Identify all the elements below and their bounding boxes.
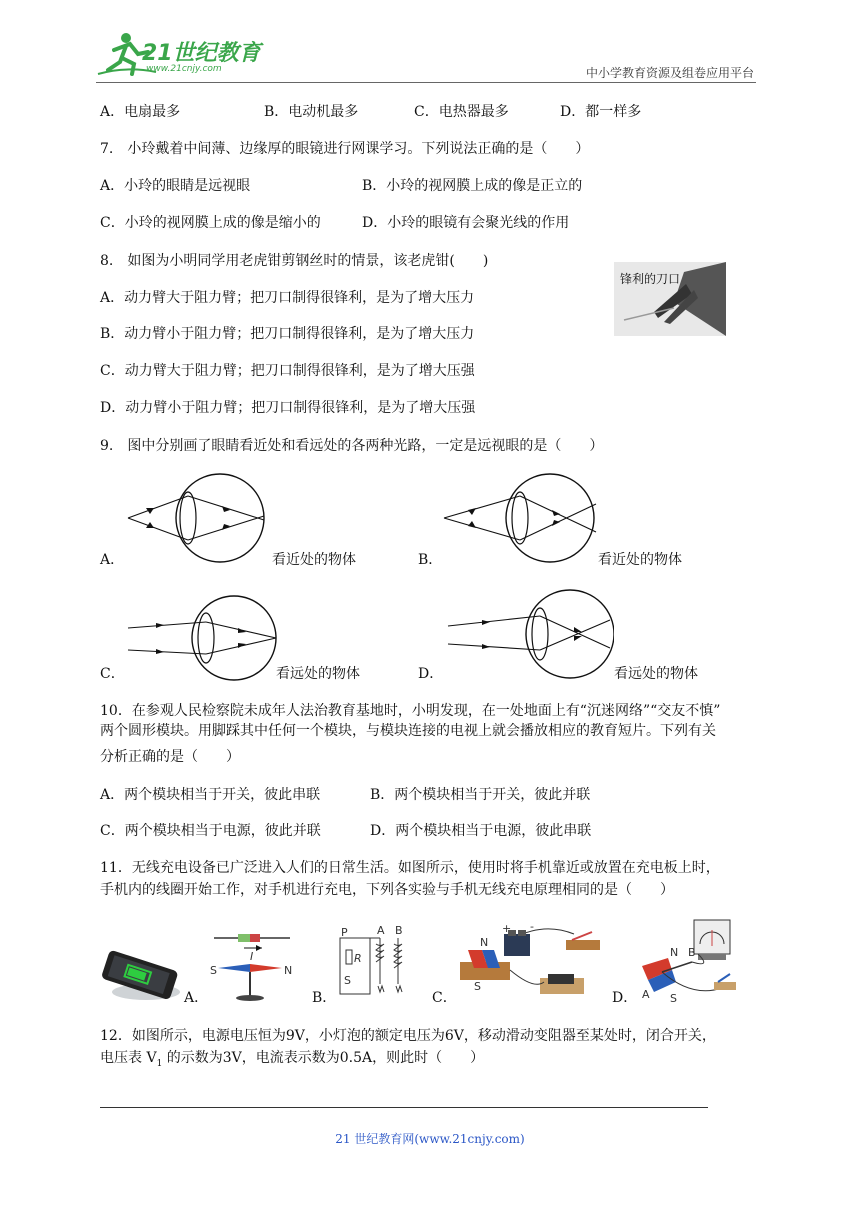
q9-option-d-caption: 看远处的物体 xyxy=(614,666,698,682)
q9-stem: 9. 图中分别画了眼睛看近处和看远处的各两种光路，一定是远视眼的是（ ） xyxy=(100,438,604,454)
q11-option-c-letter: C． xyxy=(432,990,457,1006)
current-label: I xyxy=(250,950,254,963)
battery-plus-label: + xyxy=(502,922,512,935)
q10-line-1: 10．在参观人民检察院未成年人法治教育基地时，小明发现，在一处地面上有“沉迷网络”“交友不慎” xyxy=(100,703,721,719)
q7-option-d: D．小玲的眼镜有会聚光线的作用 xyxy=(362,215,570,231)
q10-option-d: D．两个模块相当于电源，彼此串联 xyxy=(370,823,592,839)
wire-a-label: A xyxy=(642,988,650,1001)
motor-south-label: S xyxy=(474,980,481,993)
pliers-label: 锋利的刀口 xyxy=(620,272,681,286)
q11-line-1: 11．无线充电设备已广泛进入人们的日常生活。如图所示，使用时将手机靠近或放置在充电板上时， xyxy=(100,860,720,876)
q9-option-b-caption: 看近处的物体 xyxy=(598,552,682,568)
q6-option-d: D．都一样多 xyxy=(560,104,642,120)
q8-option-d: D．动力臂小于阻力臂；把刀口制得很锋利，是为了增大压强 xyxy=(100,400,476,416)
q7-option-b: B．小玲的视网膜上成的像是正立的 xyxy=(362,178,583,194)
oersted-experiment-image xyxy=(204,924,300,1004)
q8-option-a: A．动力臂大于阻力臂；把刀口制得很锋利，是为了增大压力 xyxy=(100,290,475,306)
q11-line-2: 手机内的线圈开始工作，对手机进行充电，下列各实验与手机无线充电原理相同的是（ ） xyxy=(100,882,674,898)
q6-option-a: A．电扇最多 xyxy=(100,104,181,120)
site-logo xyxy=(96,30,266,80)
q10-line-3: 分析正确的是（ ） xyxy=(100,749,240,765)
north-pole-label: N xyxy=(284,964,293,977)
induction-north-label: N xyxy=(670,946,679,959)
induction-south-label: S xyxy=(670,992,677,1004)
eye-diagram-b xyxy=(440,470,600,566)
induction-experiment-image xyxy=(632,918,742,1004)
battery-minus-label: - xyxy=(530,920,534,933)
q12-line-2 xyxy=(100,1048,484,1074)
q10-line-2: 两个圆形模块。用脚踩其中任何一个模块，与模块连接的电视上就会播放相应的教育短片。下列有关 xyxy=(100,723,716,739)
q12-line-1: 12．如图所示，电源电压恒为9V，小灯泡的额定电压为6V，移动滑动变阻器至某处时，闭合开关， xyxy=(100,1028,716,1044)
header-platform-text: 中小学教育资源及组卷应用平台 xyxy=(585,66,754,80)
q9-option-c-caption: 看远处的物体 xyxy=(276,666,360,682)
q8-option-c: C．动力臂大于阻力臂；把刀口制得很锋利，是为了增大压强 xyxy=(100,363,475,379)
coil-a-label: A xyxy=(377,924,385,937)
q10-option-b: B．两个模块相当于开关，彼此并联 xyxy=(370,787,591,803)
q12-line-2-end: 的示数为3V，电流表示数为0.5A，则此时（ ） xyxy=(162,1050,485,1066)
q9-option-d-letter: D． xyxy=(418,666,444,682)
q9-option-a-caption: 看近处的物体 xyxy=(272,552,356,568)
q9-option-a-letter: A． xyxy=(100,552,125,568)
q7-stem: 7. 小玲戴着中间薄、边缘厚的眼镜进行网课学习。下列说法正确的是（ ） xyxy=(100,141,590,157)
header-divider xyxy=(96,82,756,83)
q7-option-a: A．小玲的眼睛是远视眼 xyxy=(100,178,251,194)
q6-option-c: C．电热器最多 xyxy=(414,104,509,120)
q6-option-b: B．电动机最多 xyxy=(264,104,359,120)
south-pole-label: S xyxy=(210,964,217,977)
eye-diagram-a xyxy=(124,470,274,566)
footer-link[interactable]: 21 世纪教育网(www.21cnjy.com) xyxy=(335,1132,525,1146)
footer-divider xyxy=(100,1107,708,1108)
resistor-label: R xyxy=(354,952,362,965)
q11-option-d-letter: D． xyxy=(612,990,638,1006)
logo-url[interactable]: www.21cnjy.com xyxy=(146,64,222,74)
coil-b-label: B xyxy=(395,924,403,937)
phone-charger-image xyxy=(98,948,184,1004)
switch-label: S xyxy=(344,974,351,987)
pliers-photo xyxy=(614,262,726,336)
wire-b-label: B xyxy=(688,946,696,959)
q8-option-b: B．动力臂小于阻力臂；把刀口制得很锋利，是为了增大压力 xyxy=(100,326,475,342)
electromagnet-circuit-image xyxy=(332,924,412,1004)
q7-option-c: C．小玲的视网膜上成的像是缩小的 xyxy=(100,215,321,231)
q10-option-c: C．两个模块相当于电源，彼此并联 xyxy=(100,823,321,839)
eye-diagram-d xyxy=(444,586,614,682)
q12-voltmeter-subscript: 1 xyxy=(156,1058,163,1069)
q9-option-b-letter: B． xyxy=(418,552,443,568)
rheostat-slider-label: P xyxy=(341,926,348,939)
q11-option-a-letter: A． xyxy=(184,990,209,1006)
eye-diagram-c xyxy=(124,592,284,684)
q10-option-a: A．两个模块相当于开关，彼此串联 xyxy=(100,787,321,803)
q11-option-b-letter: B． xyxy=(312,990,337,1006)
logo-text: 21世纪教育 xyxy=(142,41,261,66)
motor-experiment-image xyxy=(454,920,614,1004)
q12-line-2-start: 电压表 V xyxy=(100,1050,157,1066)
q8-stem: 8. 如图为小明同学用老虎钳剪钢丝时的情景，该老虎钳( ) xyxy=(100,253,489,269)
motor-north-label: N xyxy=(480,936,489,949)
q9-option-c-letter: C． xyxy=(100,666,125,682)
